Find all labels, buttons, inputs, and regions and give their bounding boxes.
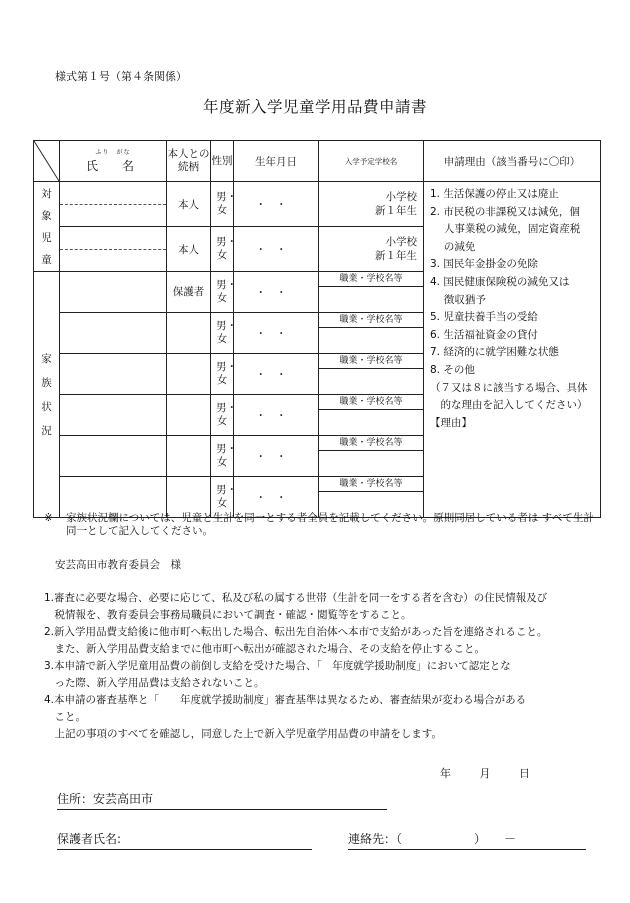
header-reason: 申請理由（該当番号に〇印） <box>424 141 601 182</box>
family5-birthdate[interactable]: ・・ <box>234 436 319 477</box>
note-mark: ※ <box>44 512 53 524</box>
family2-relation[interactable] <box>167 313 211 354</box>
family-note <box>44 512 604 538</box>
family2-sex[interactable]: 男・女 <box>211 313 234 354</box>
family5-occupation[interactable]: 職業・学校名等 <box>319 436 424 477</box>
contact-field[interactable]: 連絡先：（ ） － <box>348 830 586 850</box>
header-birthdate: 生年月日 <box>234 141 319 182</box>
condition-line: 4.本申請の審査基準と「 年度就学援助制度」審査基準は異なるため、審査結果が変わる場合がある <box>44 694 527 706</box>
family4-birthdate[interactable]: ・・ <box>234 395 319 436</box>
diagonal-cell <box>34 141 60 182</box>
page-title: 年度新入学児童学用品費申請書 <box>202 98 427 116</box>
child1-relation: 本人 <box>167 182 211 227</box>
child2-name-cell[interactable] <box>60 227 167 272</box>
family3-name[interactable] <box>60 354 167 395</box>
address-field[interactable]: 住所：安芸高田市 <box>57 790 387 810</box>
child2-birthdate[interactable]: ・・ <box>234 227 319 272</box>
child1-sex[interactable]: 男・女 <box>211 182 234 227</box>
date-field[interactable]: 年 月 日 <box>440 767 530 780</box>
child1-birthdate[interactable]: ・・ <box>234 182 319 227</box>
header-relation: 本人との続柄 <box>167 141 211 182</box>
family2-birthdate[interactable]: ・・ <box>234 313 319 354</box>
header-sex: 性別 <box>211 141 234 182</box>
family6-occupation[interactable]: 職業・学校名等 <box>319 477 424 518</box>
family6-birthdate[interactable]: ・・ <box>234 477 319 518</box>
family3-birthdate[interactable]: ・・ <box>234 354 319 395</box>
family5-sex[interactable]: 男・女 <box>211 436 234 477</box>
condition-line: 3.本申請で新入学児童用品費の前倒し支給を受けた場合、「 年度就学援助制度」において認定とな <box>44 660 511 672</box>
family3-relation[interactable] <box>167 354 211 395</box>
family4-sex[interactable]: 男・女 <box>211 395 234 436</box>
family3-sex[interactable]: 男・女 <box>211 354 234 395</box>
conditions <box>44 590 614 743</box>
application-table <box>33 140 601 518</box>
note-text: 家族状況欄については、児童と生計を同一とする者全員を記載してください。原則同居している者は すべて生計同一として記入してください。 <box>66 512 594 537</box>
family6-sex[interactable]: 男・女 <box>211 477 234 518</box>
child2-school[interactable]: 小学校 新１年生 <box>319 227 424 272</box>
guardian-name-field[interactable]: 保護者氏名: <box>57 830 312 850</box>
family1-occupation[interactable]: 職業・学校名等 <box>319 272 424 313</box>
condition-line: った際、新入学用品費は支給されないこと。 <box>44 677 265 689</box>
family1-sex[interactable]: 男・女 <box>211 272 234 313</box>
family1-birthdate[interactable]: ・・ <box>234 272 319 313</box>
family1-relation: 保護者 <box>167 272 211 313</box>
family4-relation[interactable] <box>167 395 211 436</box>
condition-line: こと。 <box>44 711 86 723</box>
family2-name[interactable] <box>60 313 167 354</box>
family5-relation[interactable] <box>167 436 211 477</box>
addressee: 安芸高田市教育委員会 様 <box>55 559 181 571</box>
family5-name[interactable] <box>60 436 167 477</box>
form-number: 様式第１号（第４条関係） <box>55 70 187 83</box>
family1-name[interactable] <box>60 272 167 313</box>
family3-occupation[interactable]: 職業・学校名等 <box>319 354 424 395</box>
family4-occupation[interactable]: 職業・学校名等 <box>319 395 424 436</box>
consent-line: 上記の事項のすべてを確認し，同意した上で新入学児童学用品費の申請をします。 <box>44 728 442 740</box>
child1-school[interactable]: 小学校 新１年生 <box>319 182 424 227</box>
family-label: 家族状況 <box>34 272 60 518</box>
target-label: 対象児童 <box>34 182 60 272</box>
condition-line: 2.新入学用品費支給後に他市町へ転出した場合、転出先自治体へ本市で支給があった旨を連絡されること。 <box>44 626 548 638</box>
condition-line: 1.審査に必要な場合、必要に応じて、私及び私の属する世帯（生計を同一をする者を含む）の住民情報及び <box>44 592 548 604</box>
child2-sex[interactable]: 男・女 <box>211 227 234 272</box>
condition-line: また、新入学用品費支給までに他市町へ転出が確認された場合、その支給を停止すること。 <box>44 643 485 655</box>
child2-relation: 本人 <box>167 227 211 272</box>
family4-name[interactable] <box>60 395 167 436</box>
condition-line: 税情報を、教育委員会事務局職員において調査・確認・閲覧等をすること。 <box>44 609 412 621</box>
header-school: 入学予定学校名 <box>319 141 424 182</box>
child1-name-cell[interactable] <box>60 182 167 227</box>
header-name: ふり がな 氏 名 <box>60 141 167 182</box>
family2-occupation[interactable]: 職業・学校名等 <box>319 313 424 354</box>
reason-list[interactable]: 1. 生活保護の停止又は廃止 2. 市民税の非課税又は減免，個 人事業税の減免，固定資産税 の減免 3. 国民年金掛金の免除 4. 国民健康保険税の減免又は 徴収猶予 5. 児童扶養手当の受給 6. 生活福祉資金の貸付 7. 経済的に就学困難な状態 8. その他 （７又は８に該当する場合、具体 的な理由を記入してください） 【理由】 <box>424 182 601 518</box>
